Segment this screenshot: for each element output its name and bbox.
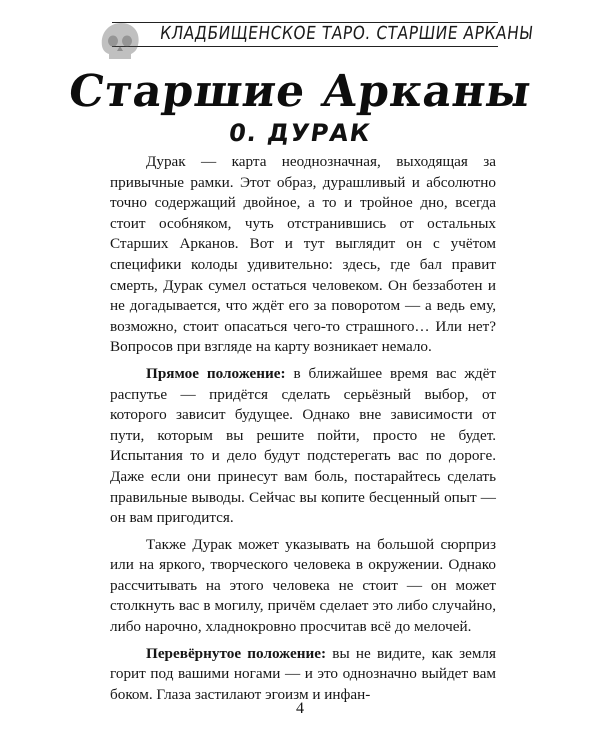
card-heading: 0. ДУРАК [227,119,373,147]
page-number: 4 [296,700,304,717]
page-title: Старшие Арканы [65,66,535,117]
running-title: КЛАДБИЩЕНСКОЕ ТАРО. СТАРШИЕ АРКАНЫ [158,23,535,44]
skull-icon [96,20,144,62]
paragraph-label: Перевёрнутое положение: [146,644,327,662]
body-text [110,152,496,705]
paragraph-text: вы не видите, как земля горит под вашими ногами — и это однозначно выйдет вам боком. Глаза застилают эгоизм и инфан- [110,644,496,703]
running-header [112,18,535,52]
paragraph-label: Прямое положение: [146,364,286,382]
paragraph-text: Также Дурак может указывать на большой сюрприз или на яркого, творческого человека в окружении. Однако рассчитывать на этого человека не стоит — он может столкнуть вас в могилу, причём сделает это либо случайно, либо нарочно, хладнокровно просчитав всё до мелочей. [110,535,496,636]
header-rule-bottom [112,46,498,47]
paragraph-extra [110,535,496,638]
paragraph-text: в ближайшее время вас ждёт распутье — придётся сделать серьёзный выбор, от которого зависит будущее. Однако вне зависимости от пути, которым вы решите пойти, просто не будет. Испытания то и дело будут подстерегать вас по дороге. Даже если они принесут вам боль, постарайтесь сделать правильные выводы. Сейчас вы копите бесценный опыт — он вам пригодится. [110,364,496,527]
paragraph-text: Дурак — карта неоднозначная, выходящая за привычные рамки. Этот образ, дурашливый и абсолютно точно содержащий двойное, а то и тройное дно, всегда стоит особняком, чуть отстранившись от остальных Старших Арканов. Вот и тут выглядит он с учётом специфики колоды удивительно: здесь, где бал правит смерть, Дурак сумел остаться человеком. Он беззаботен и не догадывается, что ждёт его за поворотом — а ведь ему, возможно, стоит опасаться чего-то страшного… Или нет? Вопросов при взгляде на карту возникает немало. [110,153,496,356]
paragraph-upright [110,364,496,529]
paragraph-intro [110,152,496,358]
paragraph-reversed [110,644,496,706]
